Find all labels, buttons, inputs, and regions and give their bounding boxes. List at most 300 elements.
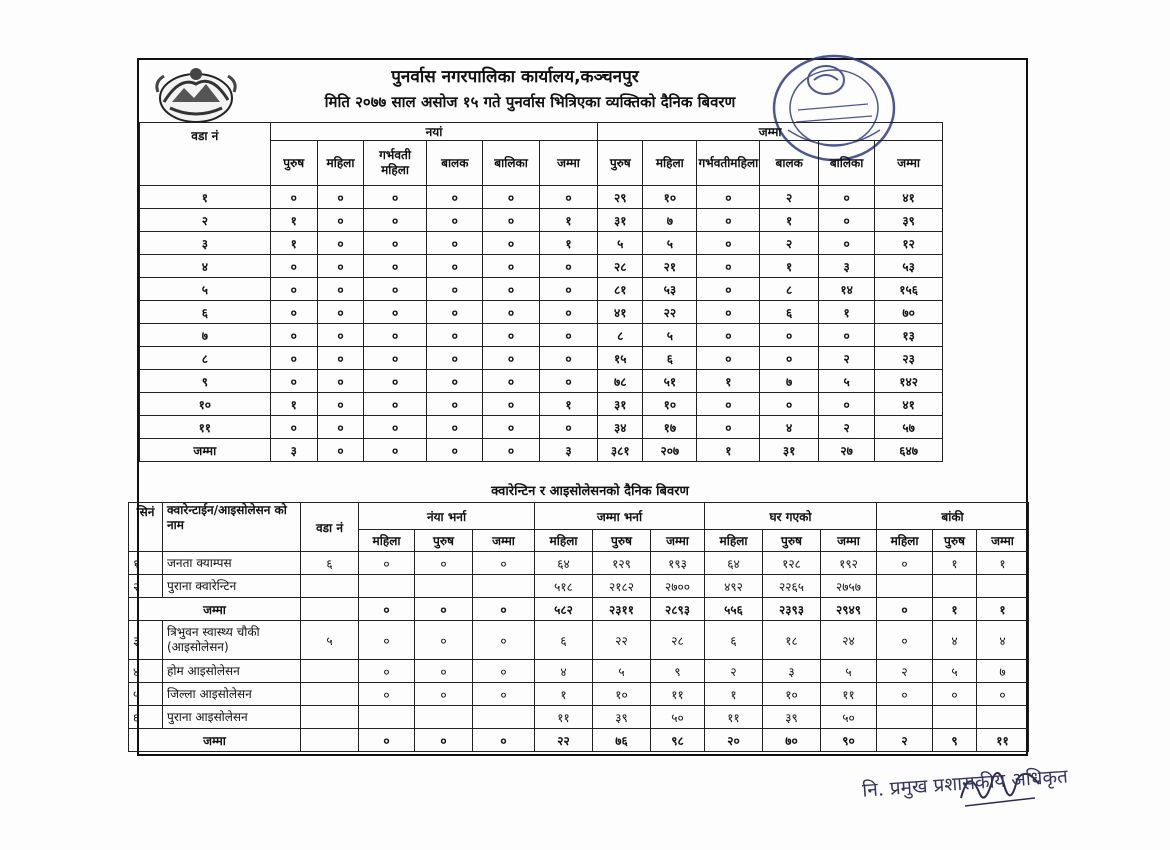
table-cell: १ (270, 393, 317, 416)
table-cell: ० (483, 347, 539, 370)
ward-number: ४ (140, 255, 271, 278)
table-cell: ० (427, 255, 483, 278)
table-cell: ० (270, 324, 317, 347)
total-cell: २२ (535, 729, 593, 752)
table-cell: १ (539, 393, 598, 416)
table-cell: ० (364, 301, 427, 324)
table-cell: ४१ (598, 301, 643, 324)
table-cell: ० (427, 232, 483, 255)
table-cell: ० (270, 347, 317, 370)
table-cell: १३ (875, 324, 943, 347)
table-cell: २४ (821, 621, 877, 660)
table-cell: ३१ (598, 393, 643, 416)
group-total-header: जम्मा (598, 123, 943, 141)
nepal-emblem-logo (150, 62, 242, 128)
table-cell: ६ (535, 621, 593, 660)
serial-number: ३ (129, 621, 163, 660)
total-cell: ५५६ (705, 598, 763, 621)
ward-number: ९ (140, 370, 271, 393)
table-cell: ० (359, 621, 415, 660)
table-cell: ० (877, 621, 933, 660)
total-cell: ० (415, 598, 473, 621)
facility-name: जिल्ला आइसोलेसन (163, 683, 301, 706)
table-cell: ० (697, 278, 760, 301)
table-cell: ० (270, 186, 317, 209)
table-cell: २ (818, 416, 874, 439)
group-total-admission-header: जम्मा भर्ना (535, 503, 705, 530)
table-cell: ४ (535, 660, 593, 683)
ward-number: १० (140, 393, 271, 416)
table-cell: ० (270, 255, 317, 278)
table-cell: १२८ (763, 552, 821, 575)
total-cell: ० (483, 439, 539, 462)
table-cell: १२९ (593, 552, 651, 575)
table-cell: ० (270, 370, 317, 393)
table-cell: ० (483, 232, 539, 255)
table-cell: ० (539, 347, 598, 370)
ward-number (301, 729, 359, 752)
table-cell: ० (317, 347, 363, 370)
table-cell: ५३ (875, 255, 943, 278)
total-cell: ३८१ (598, 439, 643, 462)
table-cell: ६४ (705, 552, 763, 575)
total-cell: ७६ (593, 729, 651, 752)
table-cell: ० (539, 278, 598, 301)
table-cell: ० (760, 347, 819, 370)
table-cell: ० (539, 255, 598, 278)
table-cell: ० (697, 301, 760, 324)
facility-name: पुराना आइसोलेसन (163, 706, 301, 729)
table-cell: ० (473, 660, 535, 683)
sub-col-header: पुरुष (933, 530, 977, 552)
total-cell: ३ (539, 439, 598, 462)
ward-number: १ (140, 186, 271, 209)
table-cell: २८ (651, 621, 705, 660)
table-cell: १ (818, 301, 874, 324)
total-row (140, 439, 943, 462)
table-cell: १ (270, 209, 317, 232)
table-cell: ० (473, 621, 535, 660)
ward-header: वडा नं (301, 503, 359, 552)
table-cell: २२ (593, 621, 651, 660)
table-cell: १४ (818, 278, 874, 301)
total-cell: ५८२ (535, 598, 593, 621)
table-cell: ३ (818, 255, 874, 278)
total-cell: ९० (821, 729, 877, 752)
total-col-header: पुरुष (598, 141, 643, 186)
table-cell: ० (427, 278, 483, 301)
ward-number: ६ (301, 552, 359, 575)
table-cell: २७०० (651, 575, 705, 598)
ward-number (301, 598, 359, 621)
table-cell: ० (317, 324, 363, 347)
table-cell: ० (539, 370, 598, 393)
table-cell: ० (473, 552, 535, 575)
table-cell: ० (427, 347, 483, 370)
table-cell: ४ (977, 621, 1029, 660)
table-cell: ० (483, 255, 539, 278)
table-row (140, 393, 943, 416)
table-cell: २१८२ (593, 575, 651, 598)
table-cell: ० (539, 301, 598, 324)
table-cell: ० (697, 324, 760, 347)
table-cell: ४ (933, 621, 977, 660)
table-cell: ० (317, 393, 363, 416)
table-cell: २२६५ (763, 575, 821, 598)
sn-header: सिनं (129, 503, 163, 552)
table-cell: ० (977, 683, 1029, 706)
sub-col-header: जम्मा (651, 530, 705, 552)
total-cell: ० (317, 439, 363, 462)
signature-designation: नि. प्रमुख प्रशासकीय अधिकृत (861, 765, 1069, 802)
table-cell: ० (483, 370, 539, 393)
sub-col-header: पुरुष (415, 530, 473, 552)
sub-col-header: पुरुष (593, 530, 651, 552)
total-cell: १ (933, 598, 977, 621)
table-cell: ७० (875, 301, 943, 324)
table-cell: ४९२ (705, 575, 763, 598)
table-cell: २ (760, 232, 819, 255)
ward-number: ३ (140, 232, 271, 255)
table-row (140, 278, 943, 301)
table-row (140, 209, 943, 232)
ward-number (301, 660, 359, 683)
table-cell: ५७ (875, 416, 943, 439)
table-cell: ० (818, 393, 874, 416)
table-cell: १९२ (821, 552, 877, 575)
table-cell: ० (483, 278, 539, 301)
ward-number: २ (140, 209, 271, 232)
total-cell: २३११ (593, 598, 651, 621)
ward-number: ७ (140, 324, 271, 347)
table-cell: २८ (598, 255, 643, 278)
new-col-header: बालिका (483, 141, 539, 186)
total-cell: २७ (818, 439, 874, 462)
sub-col-header: जम्मा (821, 530, 877, 552)
table-row (129, 621, 1029, 660)
ward-number: ६ (140, 301, 271, 324)
table-cell: ० (818, 324, 874, 347)
table-cell: ५ (643, 324, 697, 347)
table-row (129, 683, 1029, 706)
facility-name: त्रिभुवन स्वास्थ्य चौकी (आइसोलेसन) (163, 621, 301, 660)
table-cell: १ (705, 683, 763, 706)
table-header-group-row (140, 123, 943, 141)
table-cell (473, 706, 535, 729)
table-cell: १८ (763, 621, 821, 660)
table-cell: ० (427, 370, 483, 393)
table-cell (359, 575, 415, 598)
total-cell: ० (473, 729, 535, 752)
table-cell: २३ (875, 347, 943, 370)
table-cell: ० (483, 416, 539, 439)
table-cell: ० (539, 186, 598, 209)
serial-number: ५ (129, 683, 163, 706)
table-row (129, 706, 1029, 729)
total-cell: ० (359, 729, 415, 752)
table-cell (877, 706, 933, 729)
table-cell: ० (483, 186, 539, 209)
table-row (140, 324, 943, 347)
table-cell: २७५७ (821, 575, 877, 598)
table-cell (359, 706, 415, 729)
facility-name: होम आइसोलेसन (163, 660, 301, 683)
table-cell: ४ (760, 416, 819, 439)
table-cell: ९ (651, 660, 705, 683)
table-cell: ० (933, 683, 977, 706)
table-cell (977, 706, 1029, 729)
new-col-header: महिला (317, 141, 363, 186)
serial-number: ४ (129, 660, 163, 683)
table-cell: ० (270, 301, 317, 324)
table-cell: १४२ (875, 370, 943, 393)
table-cell: ३ (763, 660, 821, 683)
table-cell: ० (364, 186, 427, 209)
table-cell (933, 575, 977, 598)
table-cell: ७८ (598, 370, 643, 393)
table-cell: ० (317, 186, 363, 209)
table-cell: ० (877, 552, 933, 575)
table-cell: ० (364, 324, 427, 347)
quarantine-isolation-table (128, 502, 1029, 752)
table-cell: ० (317, 301, 363, 324)
table-cell: १० (643, 393, 697, 416)
table-cell: १७ (643, 416, 697, 439)
table-cell: ८१ (598, 278, 643, 301)
total-label: जम्मा (140, 439, 271, 462)
table-cell: २१ (643, 255, 697, 278)
table-cell: १ (539, 232, 598, 255)
table-cell: ८ (598, 324, 643, 347)
table-cell (877, 575, 933, 598)
table-cell: ५ (643, 232, 697, 255)
table-cell: ० (483, 324, 539, 347)
total-cell: १ (697, 439, 760, 462)
table-row (129, 575, 1029, 598)
table-cell: ० (427, 209, 483, 232)
table-cell: ० (317, 370, 363, 393)
ward-number: ११ (140, 416, 271, 439)
table-cell: ७ (760, 370, 819, 393)
table-cell: ६ (705, 621, 763, 660)
total-cell: २९४९ (821, 598, 877, 621)
table-cell: ० (697, 186, 760, 209)
ward-number: ५ (301, 621, 359, 660)
table-cell: ६ (643, 347, 697, 370)
total-cell: ७० (763, 729, 821, 752)
total-cell: ११ (977, 729, 1029, 752)
table-cell: ० (697, 255, 760, 278)
total-cell: ० (427, 439, 483, 462)
table-cell: ० (364, 347, 427, 370)
total-cell: ९८ (651, 729, 705, 752)
total-cell: १ (977, 598, 1029, 621)
table-cell: ० (818, 209, 874, 232)
table-cell: १ (760, 209, 819, 232)
total-cell: २० (705, 729, 763, 752)
table-cell: ६४ (535, 552, 593, 575)
group-went-home-header: घर गएको (705, 503, 877, 530)
table-cell: ७ (643, 209, 697, 232)
facility-name: पुराना क्वारेन्टिन (163, 575, 301, 598)
sub-col-header: महिला (877, 530, 933, 552)
table-cell: ० (697, 416, 760, 439)
table-cell: ५ (598, 232, 643, 255)
table-cell: ० (427, 416, 483, 439)
table-cell: ० (427, 393, 483, 416)
table-cell (977, 575, 1029, 598)
table-cell: ३९ (875, 209, 943, 232)
table-cell: ५३ (643, 278, 697, 301)
new-col-header: बालक (427, 141, 483, 186)
total-cell: ० (364, 439, 427, 462)
table-cell: ० (317, 232, 363, 255)
new-col-header: पुरुष (270, 141, 317, 186)
total-cell: २०७ (643, 439, 697, 462)
table-cell: ४१ (875, 393, 943, 416)
table-cell (933, 706, 977, 729)
ward-number (301, 683, 359, 706)
table-cell: ४१ (875, 186, 943, 209)
table-cell: ० (270, 416, 317, 439)
table-cell: ० (483, 393, 539, 416)
table-cell: ७ (977, 660, 1029, 683)
table-cell: ११ (535, 706, 593, 729)
table-cell: ० (818, 186, 874, 209)
table-cell: ० (697, 393, 760, 416)
ward-number (301, 706, 359, 729)
total-col-header: गर्भवतीमहिला (697, 141, 760, 186)
report-title: मिति २०७७ साल असोज १५ गते पुनर्वास भित्रिएका व्यक्तिको दैनिक बिवरण (324, 93, 736, 111)
sub-col-header: जम्मा (473, 530, 535, 552)
table-cell: ११ (705, 706, 763, 729)
table-cell: ३९ (763, 706, 821, 729)
table-cell: ० (415, 552, 473, 575)
table-cell: २ (705, 660, 763, 683)
sub-col-header: महिला (705, 530, 763, 552)
ward-number: ८ (140, 347, 271, 370)
table-cell: ० (317, 255, 363, 278)
new-col-header: जम्मा (539, 141, 598, 186)
table-row (140, 370, 943, 393)
office-title: पुनर्वास नगरपालिका कार्यालय,कञ्चनपुर (391, 67, 639, 87)
name-header: क्वारेन्टाईन/आइसोलेसन को नाम (163, 503, 301, 552)
table-cell: ० (364, 209, 427, 232)
group-new-admission-header: नंया भर्ना (359, 503, 535, 530)
new-col-header: गर्भवती महिला (364, 141, 427, 186)
table-cell: ५० (651, 706, 705, 729)
table-cell: ३१ (598, 209, 643, 232)
total-cell: ० (473, 598, 535, 621)
table-cell: ० (818, 232, 874, 255)
total-cell: २ (877, 729, 933, 752)
table-row (140, 347, 943, 370)
total-cell: ० (359, 598, 415, 621)
table-cell: ० (364, 370, 427, 393)
table-cell (473, 575, 535, 598)
table-cell: ० (427, 324, 483, 347)
table-cell: १ (697, 370, 760, 393)
table-cell: १ (539, 209, 598, 232)
quarantine-section-title: क्वारेन्टिन र आइसोलेसनको दैनिक बिवरण (491, 484, 689, 499)
table-cell: १० (643, 186, 697, 209)
table-cell: ० (364, 232, 427, 255)
table-row (129, 552, 1029, 575)
table-cell: ५ (933, 660, 977, 683)
table-cell: ६ (760, 301, 819, 324)
total-cell: ३ (270, 439, 317, 462)
total-row (129, 598, 1029, 621)
serial-number: २ (129, 575, 163, 598)
table-cell: ० (359, 660, 415, 683)
table-row (140, 255, 943, 278)
table-cell: ० (364, 278, 427, 301)
table-cell: ० (317, 209, 363, 232)
total-cell: २३९३ (763, 598, 821, 621)
table-cell: १० (763, 683, 821, 706)
serial-number: ६ (129, 706, 163, 729)
table-cell (415, 706, 473, 729)
table-cell: ० (364, 416, 427, 439)
total-row (129, 729, 1029, 752)
table-cell: ० (427, 301, 483, 324)
table-cell: ५ (593, 660, 651, 683)
table-cell: ० (364, 255, 427, 278)
table-cell: २२ (643, 301, 697, 324)
total-cell: ९ (933, 729, 977, 752)
table-cell: ० (427, 186, 483, 209)
table-cell: ० (483, 209, 539, 232)
table-cell: १ (535, 683, 593, 706)
table-cell: १ (270, 232, 317, 255)
table-cell: २ (760, 186, 819, 209)
table-cell: १५६ (875, 278, 943, 301)
table-row (129, 660, 1029, 683)
sub-col-header: महिला (535, 530, 593, 552)
total-cell: ० (877, 598, 933, 621)
table-cell: ५० (821, 706, 877, 729)
table-cell: ५ (818, 370, 874, 393)
table-cell: ० (415, 683, 473, 706)
table-cell: ५ (821, 660, 877, 683)
table-cell: ० (697, 232, 760, 255)
table-cell: ० (415, 660, 473, 683)
table-row (140, 416, 943, 439)
total-cell: ६४७ (875, 439, 943, 462)
table-cell: १ (760, 255, 819, 278)
table-row (140, 301, 943, 324)
total-cell: ० (415, 729, 473, 752)
sub-col-header: पुरुष (763, 530, 821, 552)
total-cell: २८९३ (651, 598, 705, 621)
total-col-header: महिला (643, 141, 697, 186)
group-remaining-header: बांकी (877, 503, 1029, 530)
table-cell: ० (270, 278, 317, 301)
table-cell: ११ (651, 683, 705, 706)
table-cell: ० (317, 278, 363, 301)
table-cell: ० (359, 552, 415, 575)
table-cell: ० (317, 416, 363, 439)
table-cell: ११ (821, 683, 877, 706)
table-cell: ० (483, 301, 539, 324)
table-cell: ५१८ (535, 575, 593, 598)
table-cell: १२ (875, 232, 943, 255)
table-cell: ० (359, 683, 415, 706)
table-cell: ८ (760, 278, 819, 301)
table-cell: १० (593, 683, 651, 706)
table-cell: २ (877, 660, 933, 683)
sub-col-header: महिला (359, 530, 415, 552)
